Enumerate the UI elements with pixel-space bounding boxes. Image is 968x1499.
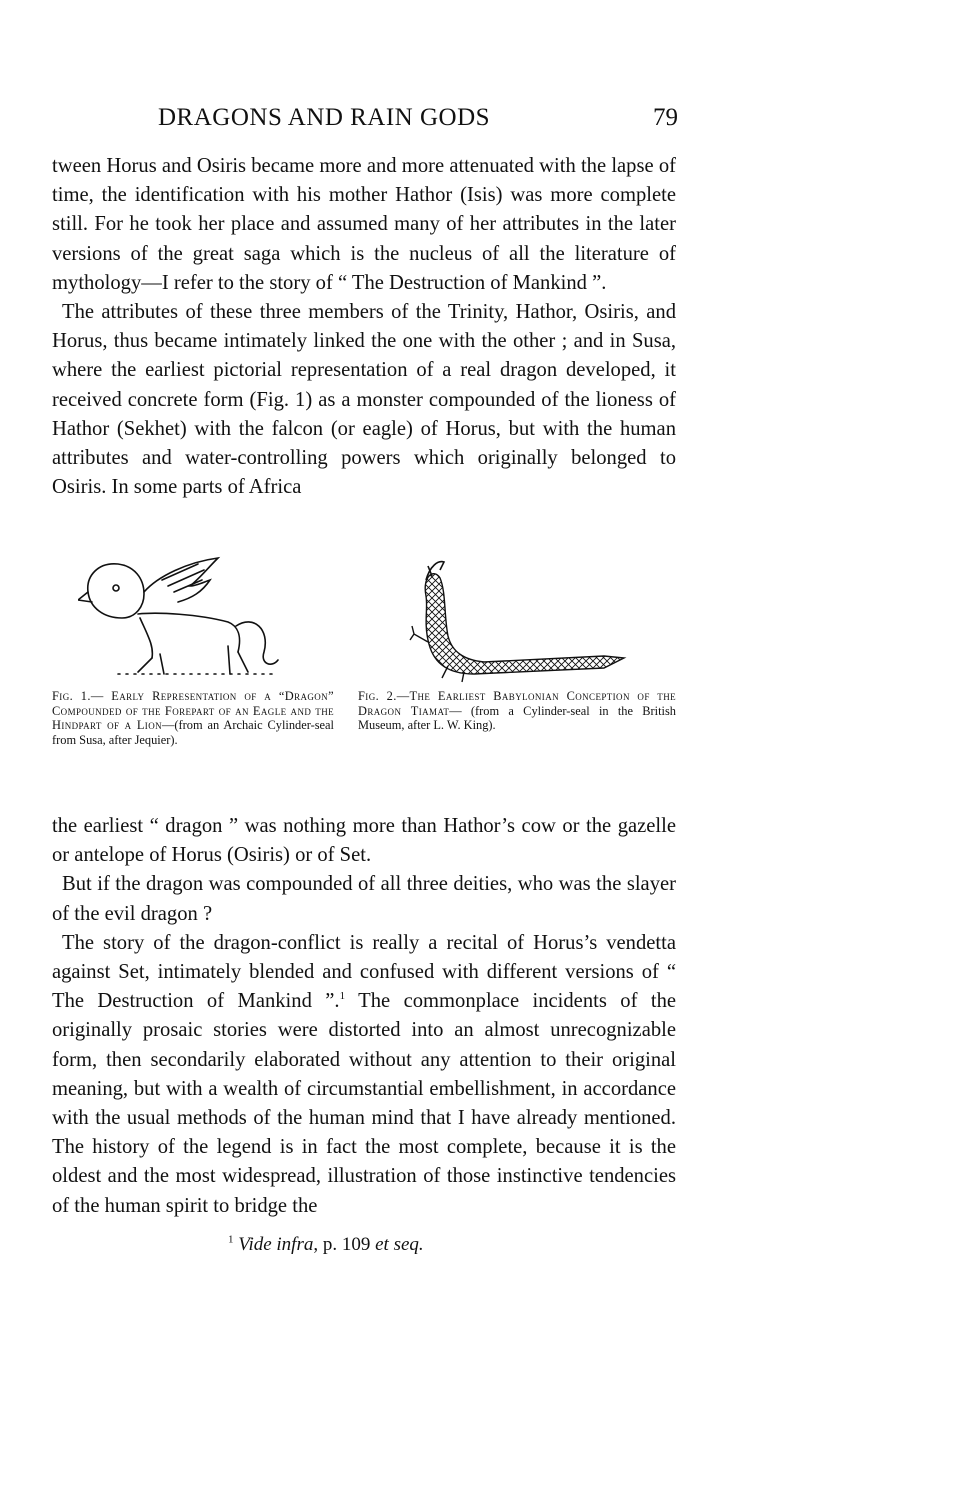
figure-label: Fig. 1.	[52, 689, 91, 703]
paragraph: tween Horus and Osiris became more and more attenuated with the lapse of time, the identification with his mother Hathor (Isis) was more complete still. For he took her place and assumed many of her attributes in the later versions of the great saga which is the nucleus of all the literature of mythology—I refer to the story of “ The Destruction of Mankind ”.	[52, 155, 676, 294]
footnote-ref: Vide infra	[238, 1234, 314, 1255]
footnote-mark: 1	[228, 1233, 234, 1246]
figure-label: Fig. 2.	[358, 689, 397, 703]
dragon-body	[138, 613, 240, 652]
caption-source: —(from an Archaic Cylinder-seal from Susa, after Jequier).	[52, 718, 334, 747]
caption-source: — (from a Cylinder-seal in the British Museum, after L. W. King).	[358, 703, 676, 733]
paragraph: the earliest “ dragon ” was nothing more than Hathor’s cow or the gazelle or antelope of Horus (Osiris) or of Set.	[52, 815, 676, 867]
running-title: DRAGONS AND RAIN GODS	[158, 104, 491, 131]
paragraph-text: The commonplace incidents of the originally prosaic stories were distorted into an almost unrecognizable form, then secondarily elaborated without any attention to their original meaning, but with a wealth of circumstantial embellishment, in accordance with the usual methods of the human mind that I have already mentioned. The history of the legend is in fact the most complete, because it is the oldest and the most widespread, illustration of those instinctive tendencies of the human spirit to bridge the	[52, 990, 677, 1217]
paragraph	[52, 929, 676, 1221]
dragon-tail	[236, 622, 278, 664]
page-number: 79	[653, 104, 678, 131]
caption-title: — Early Representation of a “Dragon” Compounded of the Forepart of an Eagle and the Hindpart of a Lion	[52, 689, 334, 733]
running-header	[158, 104, 678, 138]
dragon-legs	[138, 646, 248, 674]
serpent-neck-and-body	[425, 574, 624, 674]
footnote-seq: et seq.	[375, 1234, 424, 1255]
figure-1-dragon-illustration	[78, 556, 284, 682]
footnote	[228, 1234, 424, 1256]
paragraph: The attributes of these three members of the Trinity, Hathor, Osiris, and Horus, thus became intimately linked the one with the other ; and in Susa, where the earliest pictorial representation of a real dragon developed, it received concrete form (Fig. 1) as a monster compounded of the lioness of Hathor (Sekhet) with the falcon (or eagle) of Horus, but with the human attributes and water-controlling powers which originally belonged to Osiris. In some parts of Africa	[52, 301, 676, 499]
dragon-belly	[140, 618, 152, 658]
figure-2-caption	[358, 689, 676, 733]
caption-title: —The Earliest Babylonian Conception of the Dragon Tiamat	[358, 689, 676, 718]
dragon-eye	[113, 585, 119, 591]
footnote-marker[interactable]: 1	[339, 990, 346, 1003]
upper-text-block	[52, 152, 676, 502]
paragraph-text: The story of the dragon-conflict is really a recital of Horus’s vendetta against Set, intimately blended and confused with different versions of “ The Destruction of Mankind ”.	[52, 931, 676, 1013]
footnote-page: , p. 109	[313, 1234, 376, 1255]
figure-1-caption	[52, 689, 334, 747]
lower-text-block	[52, 812, 676, 1221]
paragraph: But if the dragon was compounded of all three deities, who was the slayer of the evil dragon ?	[52, 873, 676, 925]
figure-2-dragon-illustration	[404, 556, 630, 686]
